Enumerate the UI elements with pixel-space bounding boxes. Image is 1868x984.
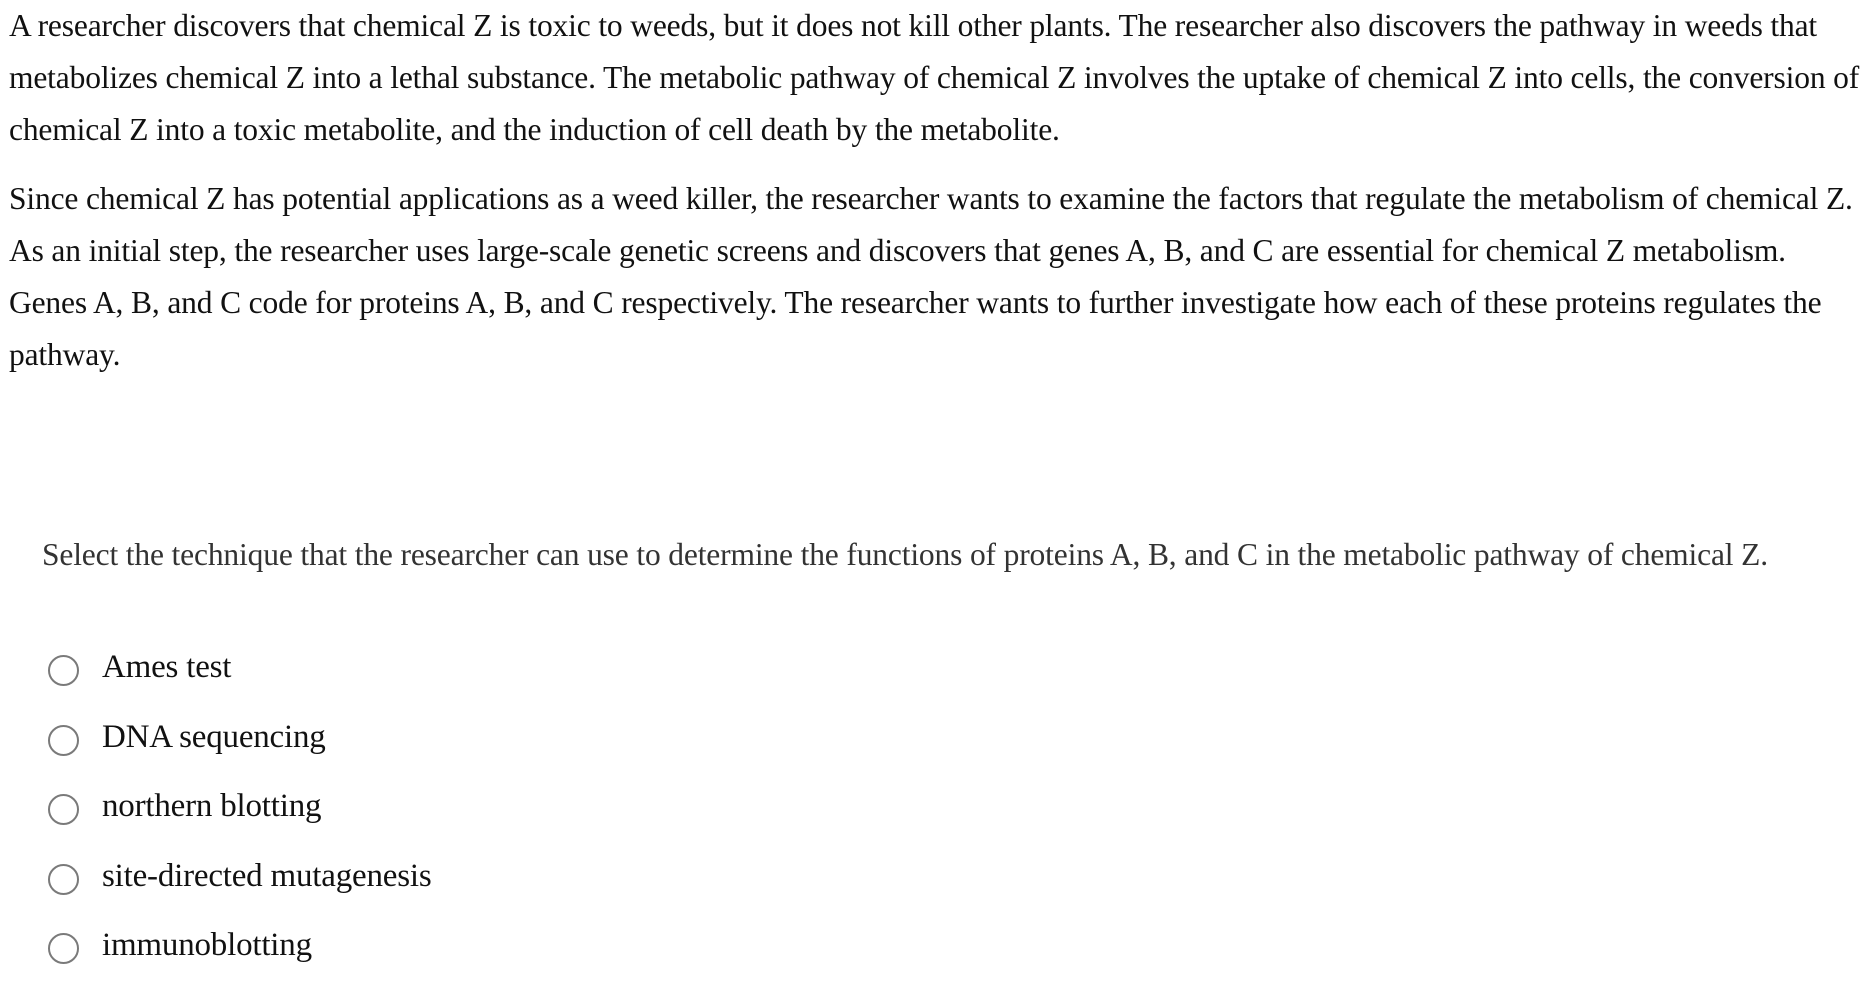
answer-option-site-directed-mutagenesis[interactable] xyxy=(48,845,948,915)
answer-option-label: Ames test xyxy=(102,649,232,686)
answer-option-ames-test[interactable] xyxy=(48,636,948,706)
passage-paragraph-2: Since chemical Z has potential applications as a weed killer, the researcher wants to examine the factors that regulate the metabolism of chemical Z. As an initial step, the researcher uses large-scale genetic screens and discovers that genes A, B, and C are essential for chemical Z metabolism. Genes A, B, and C code for proteins A, B, and C respectively. The researcher wants to further investigate how each of these proteins regulates the pathway. xyxy=(9,181,1853,372)
passage-paragraph-1: A researcher discovers that chemical Z is toxic to weeds, but it does not kill other plants. The researcher also discovers the pathway in weeds that metabolizes chemical Z into a lethal substance. The metabolic pathway of chemical Z involves the uptake of chemical Z into cells, the conversion of chemical Z into a toxic metabolite, and the induction of cell death by the metabolite. xyxy=(9,8,1860,147)
passage xyxy=(9,0,1864,381)
radio-button[interactable] xyxy=(48,655,79,686)
question-prompt: Select the technique that the researcher can use to determine the functions of proteins A, B, and C in the metabolic pathway of chemical Z. xyxy=(42,537,1768,572)
radio-button[interactable] xyxy=(48,933,79,964)
answer-option-northern-blotting[interactable] xyxy=(48,775,948,845)
answer-option-label: site-directed mutagenesis xyxy=(102,857,432,894)
answer-options xyxy=(48,636,948,984)
answer-option-label: immunoblotting xyxy=(102,927,312,964)
radio-button[interactable] xyxy=(48,725,79,756)
answer-option-label: DNA sequencing xyxy=(102,718,326,755)
answer-option-label: northern blotting xyxy=(102,788,322,825)
answer-option-immunoblotting[interactable] xyxy=(48,914,948,984)
answer-option-dna-sequencing[interactable] xyxy=(48,706,948,776)
radio-button[interactable] xyxy=(48,864,79,895)
radio-button[interactable] xyxy=(48,794,79,825)
